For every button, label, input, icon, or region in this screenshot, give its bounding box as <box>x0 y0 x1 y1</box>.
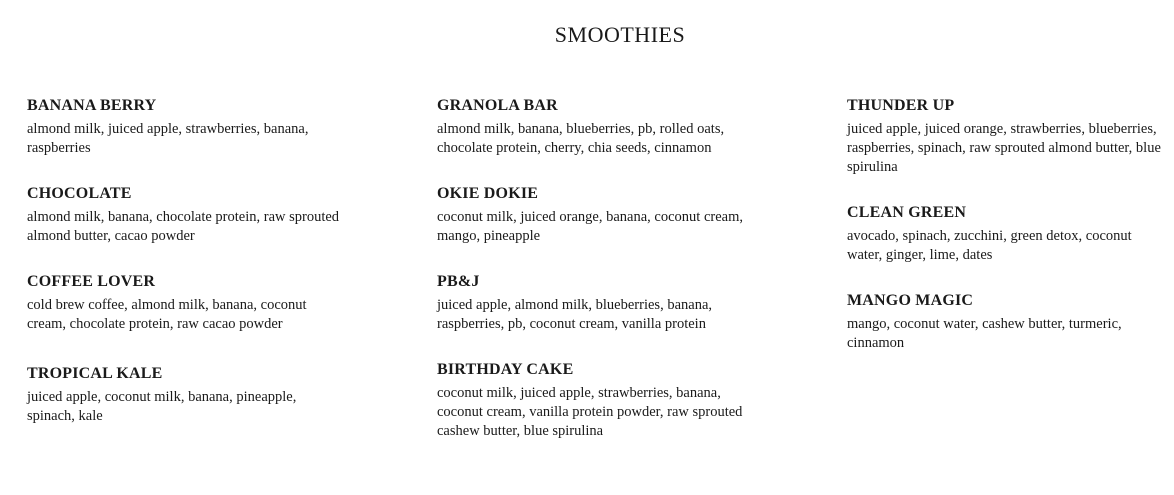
item-description: avocado, spinach, zucchini, green detox, coconut water, ginger, lime, dates <box>847 228 1132 263</box>
item-description: mango, coconut water, cashew butter, turmeric, cinnamon <box>847 316 1122 351</box>
menu-item-clean-green <box>847 203 1167 265</box>
item-name: MANGO MAGIC <box>847 292 974 309</box>
item-description: coconut milk, juiced orange, banana, coconut cream, mango, pineapple <box>437 209 743 244</box>
menu-item-tropical-kale <box>27 364 437 426</box>
menu-item-banana-berry <box>27 96 437 158</box>
item-name: BIRTHDAY CAKE <box>437 361 574 378</box>
item-description: coconut milk, juiced apple, strawberries, banana, coconut cream, vanilla protein powder, raw sprouted cashew butter, blue spirulina <box>437 385 743 439</box>
menu-item-birthday-cake <box>437 360 847 441</box>
menu-column-2 <box>437 96 847 467</box>
item-name: BANANA BERRY <box>27 97 157 114</box>
item-name: GRANOLA BAR <box>437 97 558 114</box>
menu-grid <box>27 96 1167 467</box>
item-description: almond milk, banana, chocolate protein, raw sprouted almond butter, cacao powder <box>27 209 340 244</box>
menu-column-3 <box>847 96 1167 467</box>
menu-item-mango-magic <box>847 291 1167 353</box>
item-description: almond milk, juiced apple, strawberries, banana, raspberries <box>27 121 309 156</box>
item-name: COFFEE LOVER <box>27 273 156 290</box>
item-name: THUNDER UP <box>847 97 955 114</box>
item-name: PB&J <box>437 273 480 290</box>
item-description: cold brew coffee, almond milk, banana, coconut cream, chocolate protein, raw cacao powder <box>27 297 307 332</box>
menu-item-okie-dokie <box>437 184 847 246</box>
item-name: CLEAN GREEN <box>847 204 967 221</box>
page-title: SMOOTHIES <box>554 22 686 47</box>
menu-item-chocolate <box>27 184 437 246</box>
item-description: juiced apple, juiced orange, strawberries, blueberries, raspberries, spinach, raw sprouted almond butter, blue spirulina <box>847 121 1161 175</box>
menu-column-1 <box>27 96 437 467</box>
item-name: OKIE DOKIE <box>437 185 539 202</box>
item-description: juiced apple, coconut milk, banana, pineapple, spinach, kale <box>27 389 297 424</box>
item-description: juiced apple, almond milk, blueberries, banana, raspberries, pb, coconut cream, vanilla protein <box>437 297 713 332</box>
menu-item-thunder-up <box>847 96 1167 177</box>
menu-item-pbj <box>437 272 847 334</box>
item-description: almond milk, banana, blueberries, pb, rolled oats, chocolate protein, cherry, chia seeds, cinnamon <box>437 121 725 156</box>
menu-item-granola-bar <box>437 96 847 158</box>
item-name: TROPICAL KALE <box>27 365 163 382</box>
menu-item-coffee-lover <box>27 272 437 334</box>
item-name: CHOCOLATE <box>27 185 132 202</box>
